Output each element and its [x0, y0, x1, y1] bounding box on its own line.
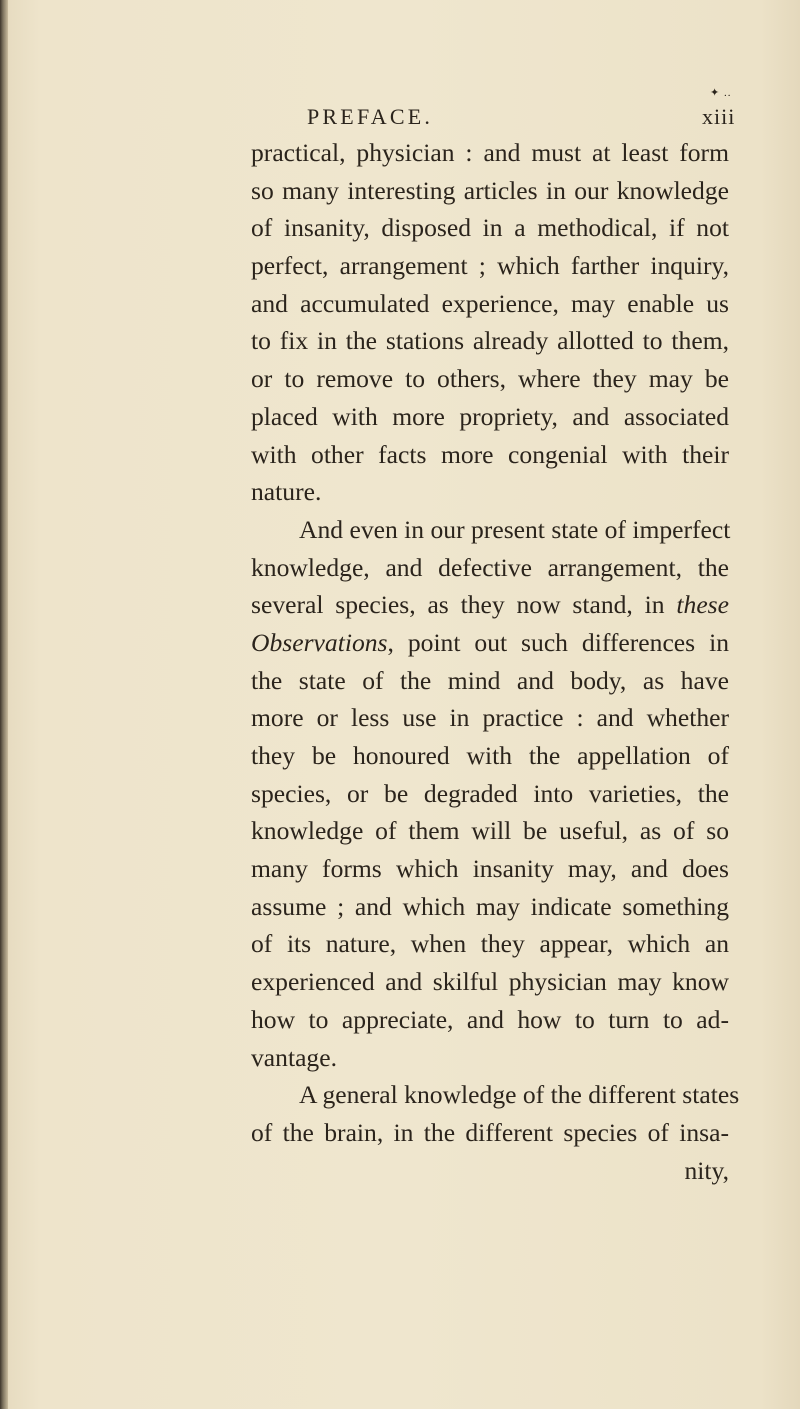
text-line: more or less use in practice : and whether [251, 703, 729, 733]
paragraph-start-line: A general knowledge of the different states [299, 1080, 740, 1110]
text-line: perfect, arrangement ; which farther inquiry, [251, 251, 729, 281]
text-segment: , point out such differences in [387, 627, 729, 657]
text-line: knowledge of them will be useful, as of so [251, 816, 729, 846]
text-line: of insanity, disposed in a methodical, if not [251, 213, 729, 243]
page-number: ✦ .. xiii [702, 104, 735, 130]
running-head [0, 98, 800, 138]
text-line: so many interesting articles in our knowledge [251, 175, 729, 205]
text-line: of its nature, when they appear, which an [251, 929, 729, 959]
text-line: of the brain, in the different species of insa- [251, 1117, 729, 1147]
text-line: with other facts more congenial with their [251, 439, 729, 469]
catchword: nity, [684, 1155, 729, 1185]
text-line: knowledge, and defective arrangement, the [251, 552, 729, 582]
text-line: and accumulated experience, may enable us [251, 288, 729, 318]
body-text [251, 134, 740, 1189]
text-line: species, or be degraded into varieties, the [251, 778, 729, 808]
italic-title: these [676, 590, 729, 620]
italic-title: Observations [251, 627, 388, 657]
text-line-with-italic [251, 586, 729, 624]
running-head-title: PREFACE. [307, 104, 434, 129]
text-line: many forms which insanity may, and does [251, 854, 729, 884]
text-line: the state of the mind and body, as have [251, 665, 729, 695]
text-line: or to remove to others, where they may be [251, 364, 729, 394]
text-line-with-italic [251, 624, 729, 662]
text-line: assume ; and which may indicate something [251, 891, 729, 921]
text-line: nature. [251, 477, 322, 507]
text-line: they be honoured with the appellation of [251, 741, 729, 770]
paragraph-start-line: And even in our present state of imperfect [299, 514, 731, 544]
text-line: vantage. [251, 1042, 337, 1072]
text-line: practical, physician : and must at least form [251, 138, 729, 167]
text-line: placed with more propriety, and associated [251, 401, 729, 431]
page-gutter-edge [0, 0, 8, 1409]
text-line: how to appreciate, and how to turn to ad- [251, 1004, 729, 1034]
text-line: to fix in the stations already allotted to them, [251, 326, 729, 356]
text-line: experienced and skilful physician may know [251, 967, 729, 997]
text-segment: several species, as they now stand, in [251, 590, 665, 620]
